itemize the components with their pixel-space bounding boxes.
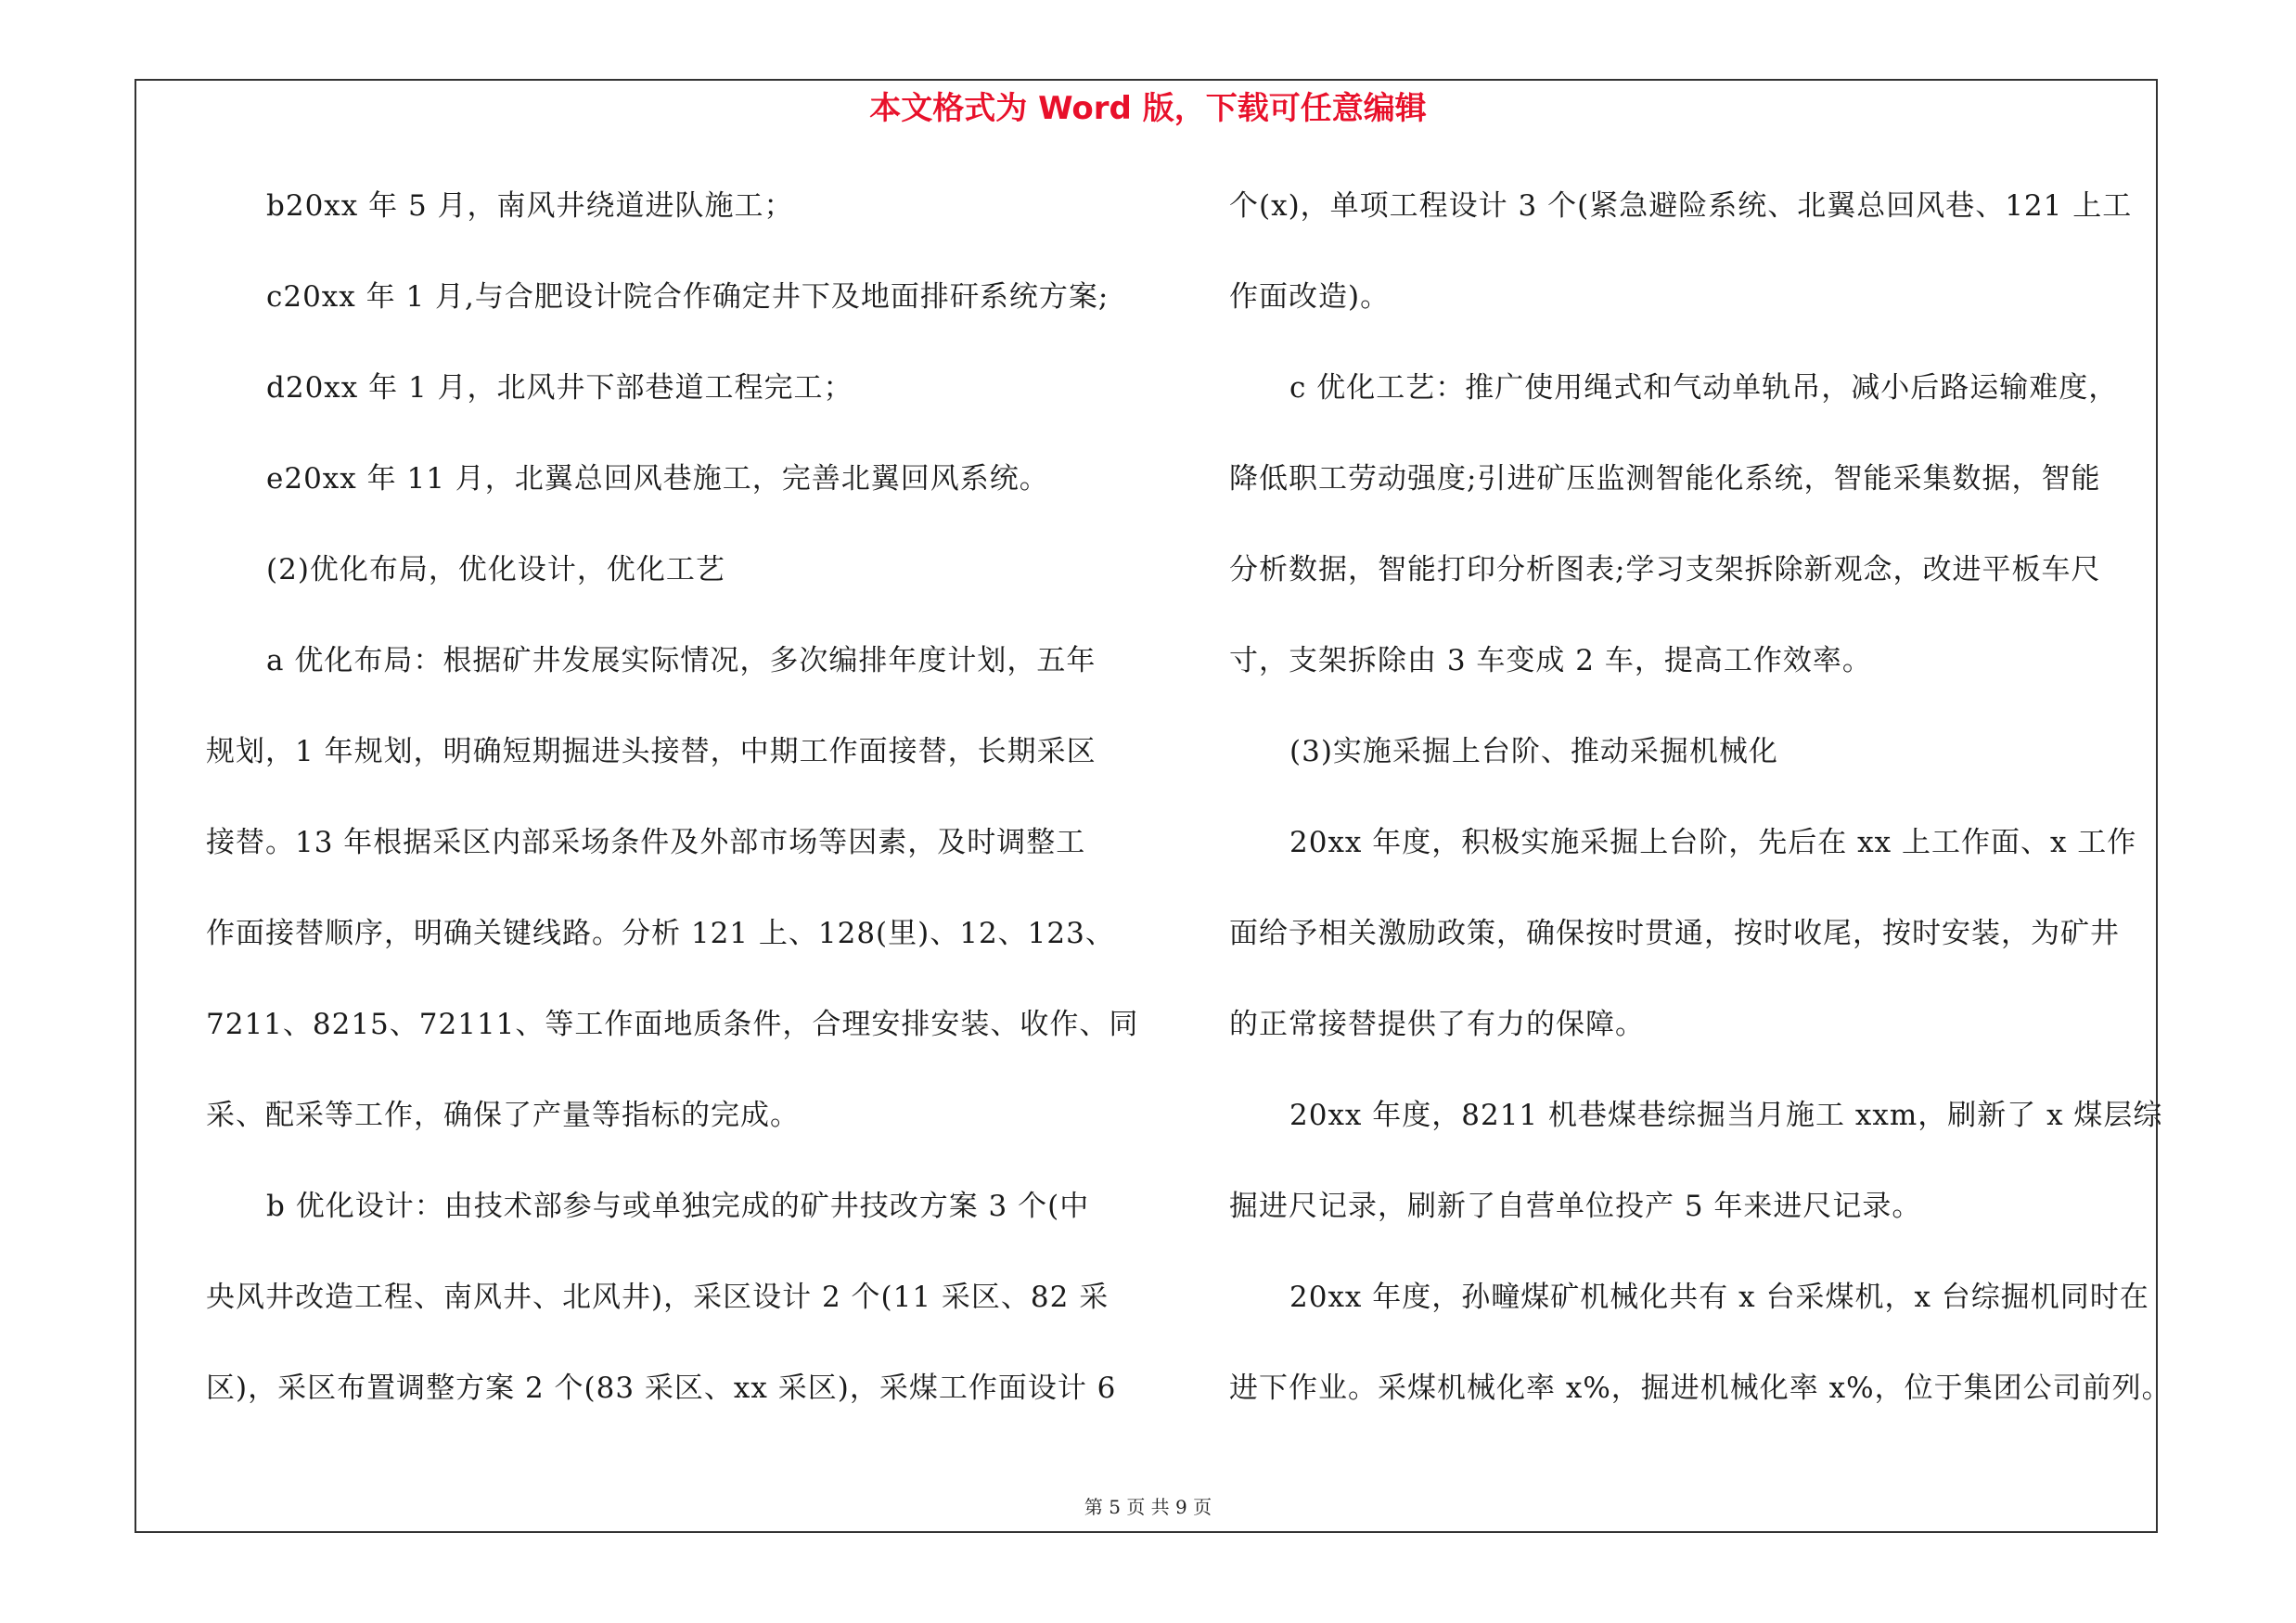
left-line-6: a 优化布局：根据矿井发展实际情况，多次编排年度计划，五年 (266, 644, 1097, 677)
page-number-footer: 第 5 页 共 9 页 (1084, 1496, 1212, 1518)
left-line-7: 规划，1 年规划，明确短期掘进头接替，中期工作面接替，长期采区 (206, 735, 1097, 768)
right-line-14: 进下作业。采煤机械化率 x%，掘进机械化率 x%，位于集团公司前列。 (1229, 1372, 2172, 1405)
left-line-10: 7211、8215、72111、等工作面地质条件，合理安排安装、收作、同 (206, 1008, 1139, 1041)
left-line-8: 接替。13 年根据采区内部采场条件及外部市场等因素，及时调整工 (206, 826, 1086, 859)
left-line-4: e20xx 年 11 月，北翼总回风巷施工，完善北翼回风系统。 (266, 462, 1049, 496)
right-line-1: 个(x)，单项工程设计 3 个(紧急避险系统、北翼总回风巷、121 上工 (1229, 189, 2133, 223)
left-line-3: d20xx 年 1 月，北风井下部巷道工程完工； (266, 371, 853, 405)
left-line-13: 央风井改造工程、南风井、北风井)，采区设计 2 个(11 采区、82 采 (206, 1281, 1110, 1314)
right-line-2: 作面改造)。 (1229, 280, 1391, 314)
right-line-7: (3)实施采掘上台阶、推动采掘机械化 (1289, 735, 1778, 768)
right-line-11: 20xx 年度，8211 机巷煤巷综掘当月施工 xxm，刷新了 x 煤层综 (1289, 1099, 2163, 1132)
right-line-3: c 优化工艺：推广使用绳式和气动单轨吊，减小后路运输难度， (1289, 371, 2119, 405)
right-line-10: 的正常接替提供了有力的保障。 (1229, 1008, 1645, 1041)
right-line-13: 20xx 年度，孙疃煤矿机械化共有 x 台采煤机，x 台综掘机同时在 (1289, 1281, 2149, 1314)
left-line-5: (2)优化布局，优化设计，优化工艺 (266, 553, 725, 586)
right-line-9: 面给予相关激励政策，确保按时贯通，按时收尾，按时安装，为矿井 (1229, 917, 2120, 950)
right-line-6: 寸，支架拆除由 3 车变成 2 车，提高工作效率。 (1229, 644, 1872, 677)
left-line-11: 采、配采等工作，确保了产量等指标的完成。 (206, 1099, 800, 1132)
right-line-12: 掘进尺记录，刷新了自营单位投产 5 年来进尺记录。 (1229, 1190, 1922, 1223)
left-line-9: 作面接替顺序，明确关键线路。分析 121 上、128(里)、12、123、 (206, 917, 1115, 950)
right-line-5: 分析数据，智能打印分析图表;学习支架拆除新观念，改进平板车尺 (1229, 553, 2101, 586)
left-line-1: b20xx 年 5 月，南风井绕道进队施工； (266, 189, 794, 223)
left-line-12: b 优化设计：由技术部参与或单独完成的矿井技改方案 3 个(中 (266, 1190, 1090, 1223)
left-line-14: 区)，采区布置调整方案 2 个(83 采区、xx 采区)，采煤工作面设计 6 (206, 1372, 1117, 1405)
right-line-4: 降低职工劳动强度;引进矿压监测智能化系统，智能采集数据，智能 (1229, 462, 2101, 496)
document-header-title: 本文格式为 Word 版，下载可任意编辑 (869, 90, 1427, 127)
left-line-2: c20xx 年 1 月,与合肥设计院合作确定井下及地面排矸系统方案; (266, 280, 1110, 314)
right-line-8: 20xx 年度，积极实施采掘上台阶，先后在 xx 上工作面、x 工作 (1289, 826, 2137, 859)
